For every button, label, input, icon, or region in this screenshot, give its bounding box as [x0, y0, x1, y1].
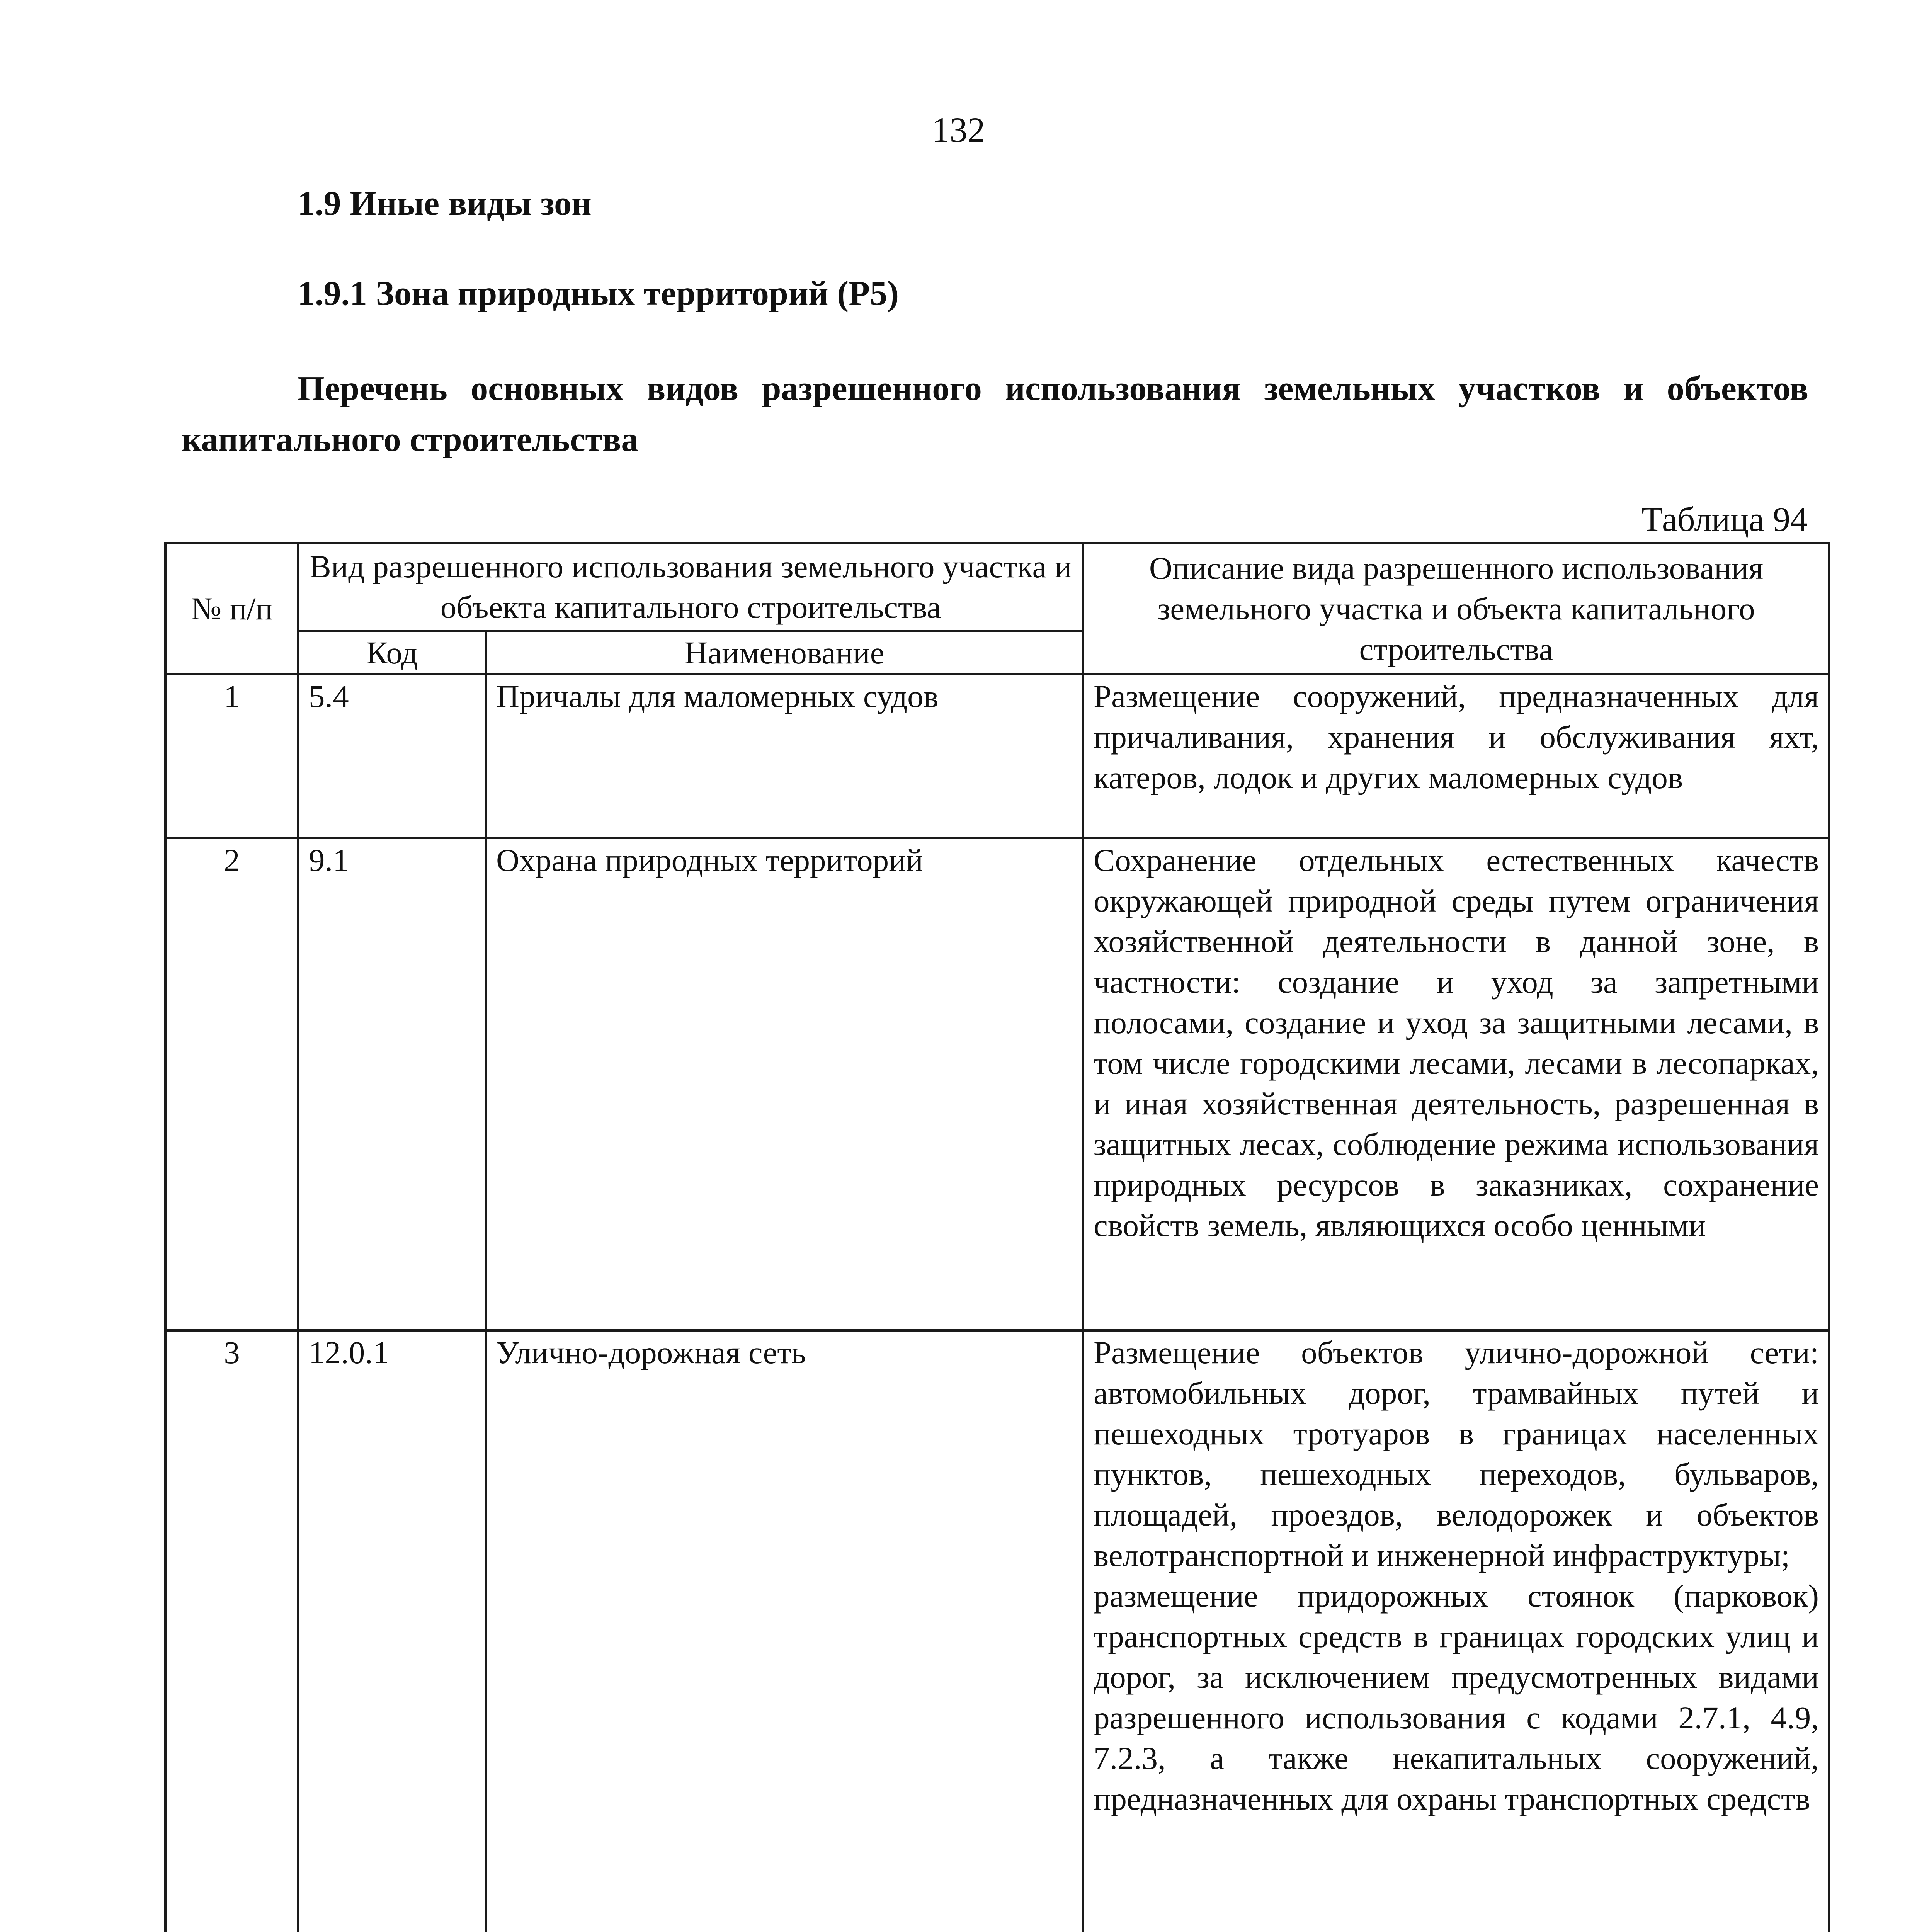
row-name: Улично-дорожная сеть — [486, 1330, 1083, 1932]
header-name: Наименование — [486, 631, 1083, 674]
header-group: Вид разрешенного использования земельного участка и объекта капитального строительства — [298, 543, 1083, 631]
row-name: Причалы для маломерных судов — [486, 674, 1083, 838]
section-heading: 1.9 Иные виды зон — [298, 184, 592, 223]
row-name: Охрана природных территорий — [486, 838, 1083, 1330]
row-num: 2 — [165, 838, 298, 1330]
header-num: № п/п — [165, 543, 298, 674]
table-row — [165, 838, 1829, 1330]
row-description: Размещение сооружений, предназначенных для причаливания, хранения и обслуживания яхт, катеров, лодок и других маломерных судов — [1083, 674, 1829, 838]
row-code: 12.0.1 — [298, 1330, 486, 1932]
row-description-part-2: размещение придорожных стоянок (парковок) транспортных средств в границах городских улиц и дорог, за исключением предусмотренных видами разрешенного использования с кодами 2.7.1, 4.9, 7.2.3, а также некапитальных сооружений, предназначенных для охраны транспортных средств — [1094, 1578, 1819, 1816]
row-code: 5.4 — [298, 674, 486, 838]
list-title: Перечень основных видов разрешенного использования земельных участков и объектов капитального строительства — [182, 369, 1808, 459]
row-description-part-1: Размещение объектов улично-дорожной сети: автомобильных дорог, трамвайных путей и пешеходных тротуаров в границах населенных пунктов, пешеходных переходов, бульваров, площадей, проездов, велодорожек и объектов велотранспортной и инженерной инфраструктуры; — [1094, 1335, 1819, 1573]
page-number: 132 — [932, 110, 985, 150]
table-number: Таблица 94 — [1641, 500, 1808, 539]
table-row — [165, 674, 1829, 838]
row-num: 3 — [165, 1330, 298, 1932]
row-num: 1 — [165, 674, 298, 838]
row-description: Сохранение отдельных естественных качеств окружающей природной среды путем ограничения хозяйственной деятельности в данной зоне, в частности: создание и уход за запретными полосами, создание и уход за защитными лесами, в том числе городскими лесами, лесами в лесопарках, и иная хозяйственная деятельность, разрешенная в защитных лесах, соблюдение режима использования природных ресурсов в заказниках, сохранение свойств земель, являющихся особо ценными — [1083, 838, 1829, 1330]
header-code: Код — [298, 631, 486, 674]
header-description: Описание вида разрешенного использования земельного участка и объекта капитального строительства — [1083, 543, 1829, 674]
row-code: 9.1 — [298, 838, 486, 1330]
land-use-table — [164, 542, 1830, 1932]
subsection-heading: 1.9.1 Зона природных территорий (Р5) — [298, 274, 899, 313]
row-description — [1083, 1330, 1829, 1932]
table-row — [165, 1330, 1829, 1932]
